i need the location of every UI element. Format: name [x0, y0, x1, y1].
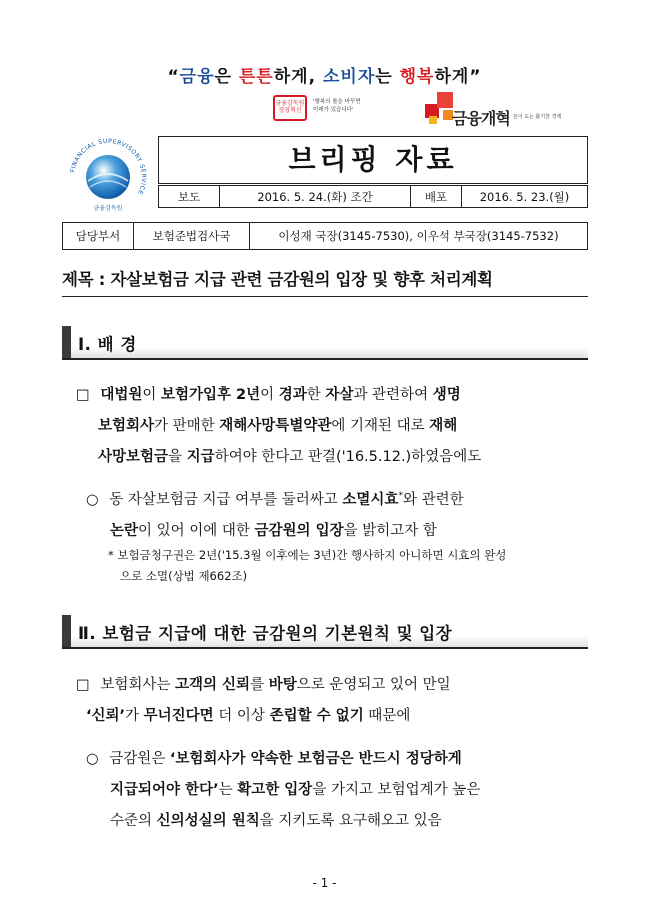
paragraph-line [76, 411, 481, 442]
innovation-stamp-logo [273, 95, 307, 121]
stamp-caption [313, 98, 383, 114]
section-header-underline [62, 358, 588, 360]
section-header-2: Ⅱ. 보험금 지급에 대한 금감원의 기본원칙 및 입장 [78, 624, 453, 643]
text-bold: 사망보험금 [98, 449, 169, 465]
text-bold: 재해사망특별약관 [219, 418, 332, 434]
text: 을 [168, 449, 187, 465]
section-header-background [62, 615, 588, 649]
paragraph-line [86, 481, 464, 516]
slogan-word-sturdy: 튼튼 [238, 67, 274, 87]
text-bold: 바탕 [268, 677, 297, 693]
text-bold: 생명 [432, 387, 461, 403]
open-quote: “ [167, 67, 180, 87]
slogan-text: 은 [214, 67, 239, 87]
paragraph-line [76, 701, 451, 732]
text: 을 지키도록 요구해오고 있음 [259, 813, 442, 829]
paragraph-line [86, 516, 464, 547]
text-bold: 신의성실의 원칙 [156, 813, 260, 829]
text: 와 관련한 [402, 491, 464, 508]
department-contacts: 이성재 국장(3145-7530), 이우석 부국장(3145-7532) [250, 223, 588, 250]
paragraph-line [76, 380, 481, 411]
text: 가 판매한 [154, 418, 220, 434]
text-bold: 무너진다면 [143, 708, 214, 724]
slogan-text: 하게 [434, 67, 470, 87]
text: 가 [125, 708, 144, 724]
report-value: 2016. 5. 24.(화) 조간 [220, 186, 411, 208]
slogan-word-finance: 금융 [179, 67, 215, 87]
reform-logo-title: 금융개혁 [452, 109, 510, 128]
distribution-value: 2016. 5. 23.(월) [462, 186, 588, 208]
document-title: 브리핑 자료 [158, 136, 588, 184]
text: 이 [142, 387, 161, 403]
text-bold: 고객의 신뢰 [174, 677, 251, 693]
text-bold: 존립할 수 없기 [269, 708, 364, 724]
text-bold: 금감원의 입장 [254, 522, 344, 539]
paragraph-line [86, 775, 480, 806]
slogan-text: 는 [375, 67, 400, 87]
report-label: 보도 [159, 186, 220, 208]
text: 에 기재된 대로 [331, 418, 430, 434]
emblem-korean-text: 금융감독원 [93, 205, 123, 212]
text: 과 관련하여 [353, 387, 433, 403]
text: 때문에 [363, 708, 411, 724]
text: 을 밝히고자 함 [343, 522, 437, 539]
section2-paragraph-2 [86, 744, 480, 837]
section-header-background [62, 326, 588, 360]
stamp-text: 금융감독원 경영혁신 [275, 100, 305, 114]
slogan [0, 62, 649, 87]
circle-bullet-icon: ○ [86, 751, 99, 767]
text: 더 이상 [213, 708, 270, 724]
text: 하여야 한다고 판결('16.5.12.)하였음에도 [214, 449, 482, 465]
text: 동 자살보험금 지급 여부를 둘러싸고 [109, 491, 343, 508]
section-header-bar [62, 326, 71, 360]
text-bold: 소멸시효 [342, 491, 399, 508]
department-table [62, 222, 588, 250]
section2-paragraph-1 [76, 670, 451, 732]
footnote [108, 545, 506, 587]
section1-paragraph-1 [76, 380, 481, 473]
stamp-caption-line: '행복의 틀을 바꾸면 [313, 99, 361, 105]
section1-paragraph-2 [86, 481, 464, 547]
text: 보험회사는 [100, 677, 175, 693]
text-bold: 재해 [429, 418, 458, 434]
text-bold: 경과 [278, 387, 307, 403]
paragraph-line [76, 670, 451, 701]
text: 를 [250, 677, 269, 693]
text-bold: 지급 [186, 449, 215, 465]
text-bold: 자살 [325, 387, 354, 403]
page-number: - 1 - [312, 876, 337, 890]
release-info-table [158, 185, 588, 208]
paragraph-line [86, 744, 480, 775]
section-header-underline [62, 647, 588, 649]
emblem-ring-text: FINANCIAL SUPERVISORY SERVICE [69, 137, 148, 196]
text: 는 [218, 782, 238, 798]
fss-emblem-icon [68, 137, 148, 217]
footnote-marker: * [398, 491, 403, 501]
text: 을 가지고 보험업계가 높은 [312, 782, 481, 798]
text-bold: ‘신뢰’ [86, 708, 126, 724]
square-bullet-icon: □ [76, 677, 90, 693]
text: 금감원은 [109, 751, 170, 767]
text: 으로 운영되고 있어 만일 [296, 677, 451, 693]
department-name: 보험준법검사국 [134, 223, 250, 250]
slogan-text: 하게, [273, 67, 323, 87]
slogan-word-happy: 행복 [399, 67, 435, 87]
text: 한 [306, 387, 326, 403]
text-bold: 확고한 입장 [237, 782, 313, 798]
text: 수준의 [110, 813, 157, 829]
text-bold: 보험회사 [98, 418, 155, 434]
text-bold: ‘보험회사가 약속한 보험금은 반드시 정당하게 [169, 751, 462, 767]
distribution-label: 배포 [411, 186, 462, 208]
text-bold: 보험가입후 2년 [160, 387, 261, 403]
paragraph-line [76, 442, 481, 473]
financial-reform-logo [425, 90, 595, 130]
reform-logo-subtitle: 돈이 도는 활기찬 경제 [513, 114, 562, 120]
close-quote: ” [469, 67, 482, 87]
square-bullet-icon: □ [76, 387, 90, 403]
text-bold: 논란 [110, 522, 139, 539]
paragraph-line [86, 806, 480, 837]
text: 이 [260, 387, 279, 403]
section-header-bar [62, 615, 71, 649]
circle-bullet-icon: ○ [86, 491, 99, 508]
text-bold: 지급되어야 한다’ [110, 782, 219, 798]
department-label: 담당부서 [63, 223, 134, 250]
subject-heading: 제목 : 자살보험금 지급 관련 금감원의 입장 및 향후 처리계획 [62, 266, 588, 297]
text: 이 있어 이에 대한 [138, 522, 255, 539]
section-header-1: Ⅰ. 배 경 [78, 335, 137, 354]
footnote-line: * 보험금청구권은 2년('15.3월 이후에는 3년)간 행사하지 아니하면 시효의 완성 [108, 548, 507, 562]
slogan-word-consumer: 소비자 [322, 67, 376, 87]
footnote-line: 으로 소멸(상법 제662조) [120, 569, 248, 583]
stamp-caption-line: 미래가 있습니다' [313, 107, 354, 113]
text-bold: 대법원 [100, 387, 143, 403]
